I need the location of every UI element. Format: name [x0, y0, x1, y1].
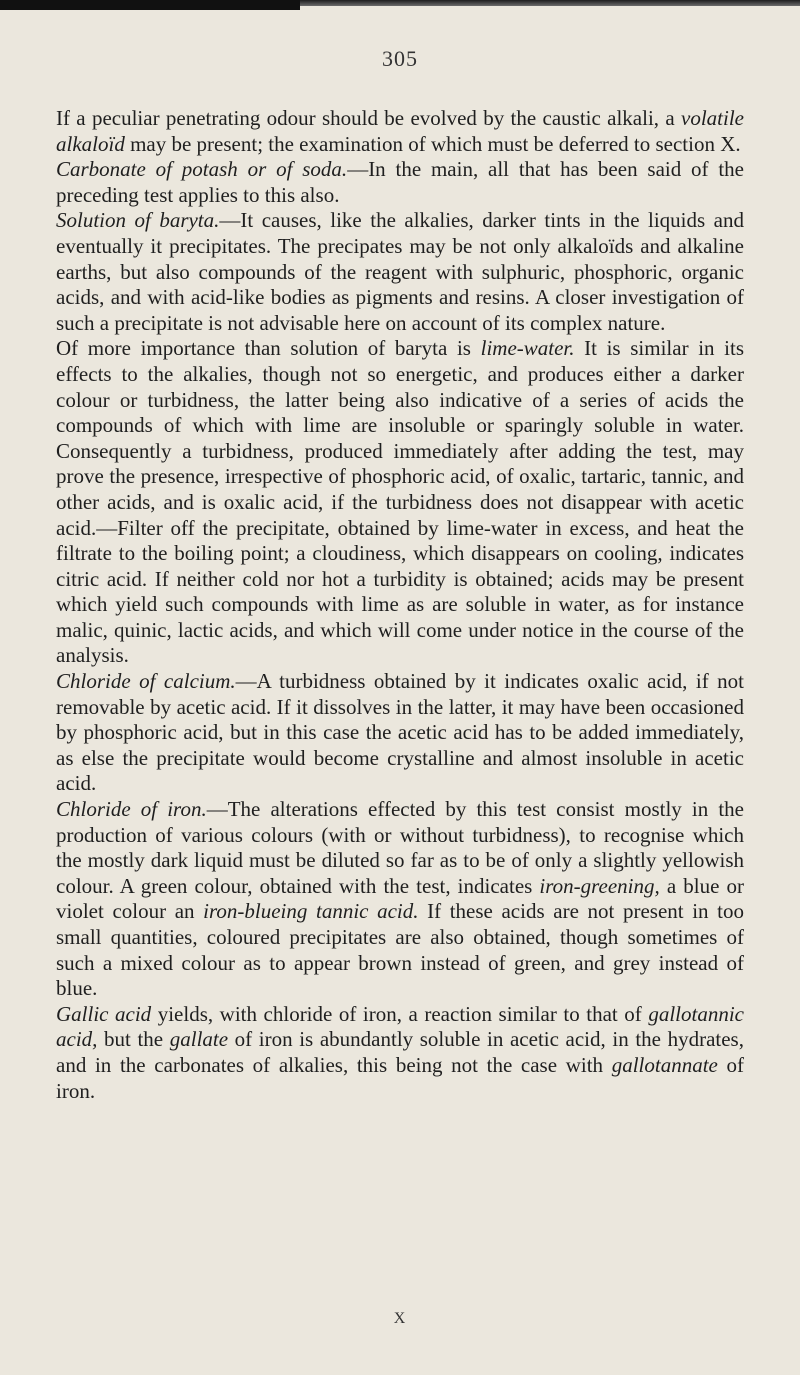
italic-run: Chloride of calcium. — [56, 669, 236, 694]
italic-run: gallate — [169, 1027, 229, 1052]
text-run: If these acids are not present in too small quantities, coloured precipitates are also obtained, though sometimes of such a mixed colour as to appear brown instead of green, and grey instead of blue. — [56, 899, 744, 1001]
text-run: —The alterations effected by this test consist mostly in the production of various colours (with or without turbidness), to recognise which the mostly dark liquid must be diluted so far as to be of only a slightly yellowish colour. A green colour, obtained with the test, indicates — [56, 797, 745, 898]
italic-run: gallotannic acid, — [56, 1001, 744, 1052]
text-run: —It causes, like the alkalies, darker tints in the liquids and eventually it precipitates. The precipates may be not only alkaloïds and alkaline earths, but also compounds of the reagent with sulphuric, phosphoric, organic acids, and with acid-like bodies as pigments and resins. A closer investigation of such a precipitate is not advisable here on account of its complex nature. — [56, 208, 744, 335]
italic-run: Solution of baryta. — [56, 208, 220, 233]
italic-run: iron-greening, — [539, 873, 660, 898]
top-edge-dark-band — [0, 0, 300, 10]
text-run: yields, with chloride of iron, a reaction similar to that of — [151, 1001, 649, 1026]
page-number: 305 — [382, 46, 418, 71]
text-run: If a peculiar penetrating odour should be evolved by the caustic alkali, a — [56, 106, 682, 130]
paragraph — [56, 208, 744, 336]
text-run: —A turbidness obtained by it indicates oxalic acid, if not removable by acetic acid. If it dissolves in the latter, it may have been occasioned by phosphoric acid, but in this case the acetic acid has to be added immediately, as else the precipitate would become crystalline and almost insoluble in acetic acid. — [56, 669, 745, 796]
italic-run: gallotannate — [611, 1052, 718, 1077]
text-run: of iron is abundantly soluble in acetic acid, in the hydrates, and in the carbonates of alkalies, this being not the case with — [56, 1027, 744, 1077]
body-text — [56, 106, 744, 1104]
italic-run: Chloride of iron. — [56, 797, 207, 822]
italic-run: volatile alkaloïd — [56, 106, 744, 156]
paragraph — [56, 336, 744, 669]
italic-run: lime-water. — [480, 336, 575, 361]
paragraph — [56, 106, 744, 157]
paragraph — [56, 1002, 744, 1104]
text-run: It is similar in its effects to the alkalies, though not so energetic, and produces either a darker colour or turbidness, the latter being also indicative of a series of acids the compounds of which with lime are insoluble or sparingly soluble in water. Consequently a turbidness, produced immediately after adding the test, may prove the presence, irrespective of phosphoric acid, of oxalic, tartaric, tannic, and other acids, and is oxalic acid, if the turbidness does not disappear with acetic acid.—Filter off the precipitate, obtained by lime-water in excess, and heat the filtrate to the boiling point; a cloudiness, which disappears on cooling, indicates citric acid. If neither cold nor hot a turbidity is obtained; acids may be present which yield such compounds with lime as are soluble in water, as for instance malic, quinic, lactic acids, and which will come under notice in the course of the analysis. — [56, 336, 744, 668]
italic-run: Carbonate of potash or of soda. — [56, 157, 348, 182]
italic-run: Gallic acid — [56, 1001, 152, 1026]
signature-mark: X — [393, 1310, 407, 1327]
text-run: —In the main, all that has been said of the preceding test applies to this also. — [56, 157, 744, 207]
text-run: Of more importance than solution of baryta is — [56, 336, 481, 361]
text-run: may be present; the examination of which must be deferred to section X. — [124, 131, 741, 156]
italic-run: iron-blueing tannic acid. — [203, 899, 419, 924]
paragraph — [56, 797, 744, 1002]
paragraph — [56, 157, 744, 208]
paragraph — [56, 669, 744, 797]
text-run: a blue or violet colour an — [56, 873, 744, 924]
text-run: but the — [97, 1027, 170, 1052]
text-run: of iron. — [56, 1052, 744, 1103]
